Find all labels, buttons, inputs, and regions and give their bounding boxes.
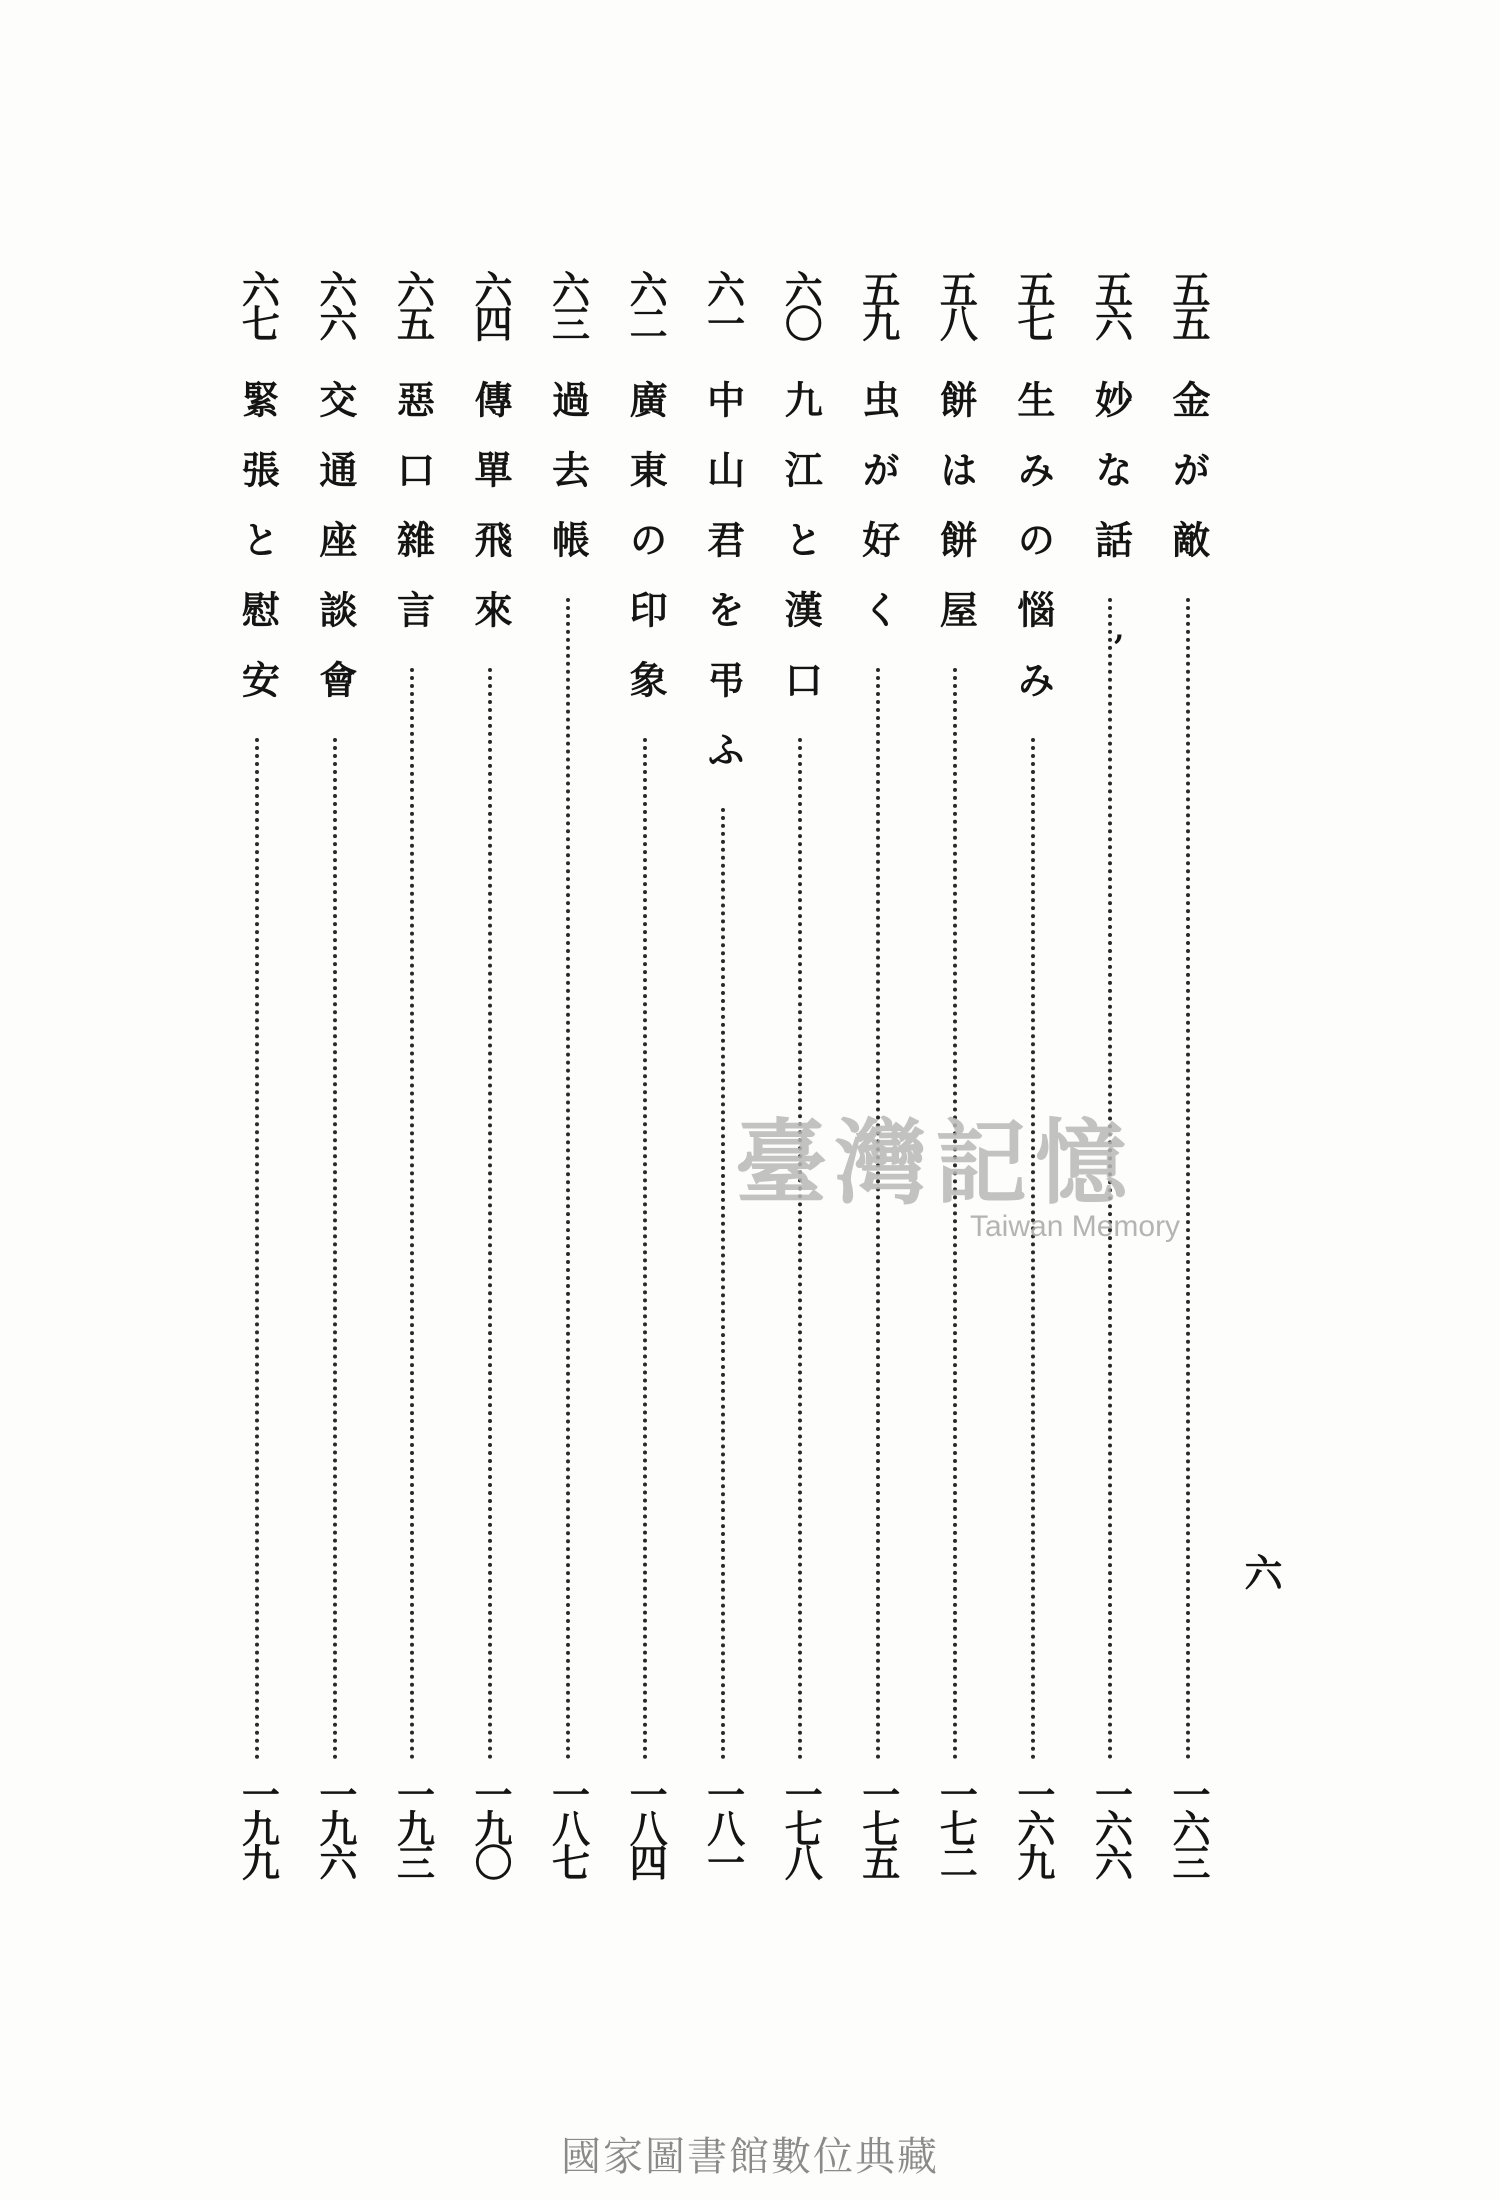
watermark-en: Taiwan Memory xyxy=(970,1210,1181,1243)
toc-entry-number: 六五 xyxy=(390,270,436,338)
toc-entry-title: 交通座談會 xyxy=(312,380,358,730)
toc-entry-number: 六七 xyxy=(235,270,281,338)
toc-entry-number: 五九 xyxy=(855,270,901,338)
toc-entry-page: 一七二 xyxy=(933,1775,979,1877)
toc-entry xyxy=(1160,270,1216,1890)
toc-leader-dots xyxy=(566,598,570,1760)
toc-entry-number: 五五 xyxy=(1166,270,1211,338)
toc-entry xyxy=(617,270,673,1890)
toc-entry xyxy=(384,270,440,1890)
toc-entry-number: 五六 xyxy=(1088,270,1134,338)
toc-leader-dots xyxy=(255,738,259,1760)
watermark xyxy=(735,1090,1180,1244)
toc-entry-page: 一八一 xyxy=(700,1775,746,1877)
toc-leader-dots xyxy=(643,738,647,1760)
toc-entry xyxy=(1082,270,1138,1890)
toc-entry-page: 一九九 xyxy=(235,1775,281,1877)
toc-leader-dots xyxy=(721,808,725,1760)
toc-leader-dots xyxy=(333,738,337,1760)
toc-entry-title: 緊張と慰安 xyxy=(235,380,281,730)
toc-entry-page: 一六六 xyxy=(1088,1775,1134,1877)
watermark-cjk: 臺灣記憶 xyxy=(735,1109,1136,1217)
toc-entry-page: 一八四 xyxy=(623,1775,669,1877)
toc-entry xyxy=(927,270,983,1890)
toc-entry-number: 六三 xyxy=(545,270,591,338)
toc-entry-page: 一九三 xyxy=(390,1775,436,1877)
toc-entry-number: 六六 xyxy=(312,270,358,338)
toc-entry xyxy=(307,270,363,1890)
toc-entry-title: 廣東の印象 xyxy=(623,380,669,730)
toc-entry-page: 一九〇 xyxy=(467,1775,513,1877)
toc-entry xyxy=(850,270,906,1890)
toc-leader-dots xyxy=(410,668,414,1760)
toc-entry-number: 六〇 xyxy=(778,270,824,338)
toc-entry xyxy=(540,270,596,1890)
toc-entry-title: 金が敵 xyxy=(1166,380,1211,590)
toc-entry xyxy=(772,270,828,1890)
toc-entry xyxy=(229,270,285,1890)
stray-mark: , xyxy=(1114,612,1125,647)
toc-entry-page: 一六九 xyxy=(1010,1775,1056,1877)
toc-entry-title: 餅は餅屋 xyxy=(933,380,979,660)
toc-entry-page: 一六三 xyxy=(1166,1775,1211,1877)
toc-entry-title: 生みの惱み xyxy=(1010,380,1056,730)
toc-entry-page: 一八七 xyxy=(545,1775,591,1877)
toc-entry xyxy=(695,270,751,1890)
toc-entry-title: 虫が好く xyxy=(855,380,901,660)
toc-leader-dots xyxy=(798,738,802,1760)
toc-entry-page: 一七五 xyxy=(855,1775,901,1877)
folio-text: 六 xyxy=(1238,1553,1283,1591)
toc-leader-dots xyxy=(1186,598,1190,1760)
toc-entry-title: 九江と漢口 xyxy=(778,380,824,730)
toc-entry-page: 一九六 xyxy=(312,1775,358,1877)
toc-entry-number: 五七 xyxy=(1010,270,1056,338)
toc-entry-title: 傳單飛來 xyxy=(467,380,513,660)
toc-entry-title: 惡口雜言 xyxy=(390,380,436,660)
toc-entry-number: 六一 xyxy=(700,270,746,338)
toc-entry-number: 六二 xyxy=(623,270,669,338)
toc-entry xyxy=(462,270,518,1890)
toc-entry-number: 六四 xyxy=(467,270,513,338)
toc-entry-title: 中山君を弔ふ xyxy=(700,380,746,800)
toc-entry xyxy=(1005,270,1061,1890)
footer-credit: 國家圖書館數位典藏 xyxy=(561,2134,939,2180)
toc-leader-dots xyxy=(1031,738,1035,1760)
toc-leader-dots xyxy=(488,668,492,1760)
folio-page-number xyxy=(1232,1553,1288,1591)
toc-entry-title: 過去帳 xyxy=(545,380,591,590)
toc-entry-number: 五八 xyxy=(933,270,979,338)
toc-entry-page: 一七八 xyxy=(778,1775,824,1877)
table-of-contents xyxy=(200,270,1211,1890)
toc-entry-title: 妙な話 xyxy=(1088,380,1134,590)
